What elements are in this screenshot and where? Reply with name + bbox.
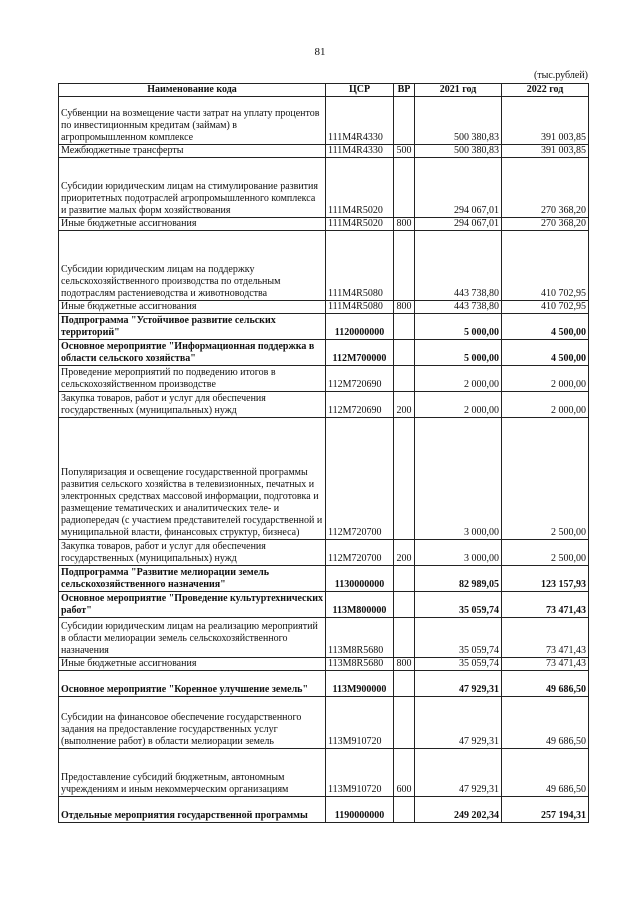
row-name-cell: Субвенции на возмещение части затрат на уплату процентов по инвестиционным кредитам (займам) в агропромышленном комплексе <box>59 97 326 145</box>
row-2022-cell: 4 500,00 <box>502 340 589 366</box>
table-row <box>59 145 589 158</box>
row-name-cell: Основное мероприятие "Информационная поддержка в области сельского хозяйства" <box>59 340 326 366</box>
row-2021-cell: 2 000,00 <box>415 392 502 418</box>
row-2021-cell: 47 929,31 <box>415 697 502 749</box>
row-2021-cell: 294 067,01 <box>415 158 502 218</box>
row-vr-cell: 800 <box>394 658 415 671</box>
row-2021-cell: 443 738,80 <box>415 231 502 301</box>
header-vr: ВР <box>394 84 415 97</box>
row-2022-cell: 391 003,85 <box>502 145 589 158</box>
row-csr-cell: 112M720700 <box>326 418 394 540</box>
table-row <box>59 749 589 797</box>
row-2021-cell: 47 929,31 <box>415 671 502 697</box>
row-name-cell: Субсидии юридическим лицам на поддержку сельскохозяйственного производства по отдельным подотраслям растениеводства и животноводства <box>59 231 326 301</box>
row-2021-cell: 2 000,00 <box>415 366 502 392</box>
table-row <box>59 671 589 697</box>
row-name-cell: Основное мероприятие "Проведение культуртехнических работ" <box>59 592 326 618</box>
table-row <box>59 697 589 749</box>
table-body <box>59 97 589 823</box>
row-vr-cell <box>394 618 415 658</box>
table-row <box>59 231 589 301</box>
row-vr-cell <box>394 231 415 301</box>
row-2022-cell: 49 686,50 <box>502 697 589 749</box>
table-header-row <box>59 84 589 97</box>
row-vr-cell <box>394 797 415 823</box>
row-csr-cell: 113M8R5680 <box>326 618 394 658</box>
row-name-cell: Иные бюджетные ассигнования <box>59 218 326 231</box>
page-number: 81 <box>314 46 326 58</box>
budget-table <box>58 83 589 823</box>
row-csr-cell: 112M720690 <box>326 392 394 418</box>
table-row <box>59 158 589 218</box>
row-vr-cell <box>394 314 415 340</box>
row-2021-cell: 5 000,00 <box>415 340 502 366</box>
row-2022-cell: 73 471,43 <box>502 658 589 671</box>
row-csr-cell: 113M910720 <box>326 697 394 749</box>
row-2022-cell: 410 702,95 <box>502 301 589 314</box>
row-2022-cell: 123 157,93 <box>502 566 589 592</box>
table-row <box>59 418 589 540</box>
header-csr: ЦСР <box>326 84 394 97</box>
row-2022-cell: 2 000,00 <box>502 366 589 392</box>
row-2021-cell: 443 738,80 <box>415 301 502 314</box>
row-name-cell: Субсидии юридическим лицам на стимулирование развития приоритетных подотраслей агропромышленного комплекса и развитие малых форм хозяйствования <box>59 158 326 218</box>
row-2022-cell: 270 368,20 <box>502 158 589 218</box>
row-csr-cell: 113M910720 <box>326 749 394 797</box>
row-csr-cell: 1120000000 <box>326 314 394 340</box>
row-csr-cell: 113M900000 <box>326 671 394 697</box>
units-label: (тыс.рублей) <box>533 70 588 81</box>
row-2021-cell: 35 059,74 <box>415 592 502 618</box>
row-name-cell: Подпрограмма "Развитие мелиорации земель сельскохозяйственного назначения" <box>59 566 326 592</box>
table-row <box>59 797 589 823</box>
row-name-cell: Межбюджетные трансферты <box>59 145 326 158</box>
row-name-cell: Предоставление субсидий бюджетным, автономным учреждениям и иным некоммерческим организациям <box>59 749 326 797</box>
row-2021-cell: 3 000,00 <box>415 540 502 566</box>
row-name-cell: Закупка товаров, работ и услуг для обеспечения государственных (муниципальных) нужд <box>59 540 326 566</box>
table-row <box>59 618 589 658</box>
row-name-cell: Закупка товаров, работ и услуг для обеспечения государственных (муниципальных) нужд <box>59 392 326 418</box>
row-name-cell: Популяризация и освещение государственной программы развития сельского хозяйства в телевизионных, печатных и электронных средствах массовой информации, подготовка и размещение тематических и аналитических теле- и радиопередач (с участием представителей государственной и муниципальной власти, финансовых структур, бизнеса) <box>59 418 326 540</box>
table-row <box>59 658 589 671</box>
row-vr-cell: 800 <box>394 301 415 314</box>
row-csr-cell: 1190000000 <box>326 797 394 823</box>
row-2021-cell: 3 000,00 <box>415 418 502 540</box>
row-2021-cell: 500 380,83 <box>415 145 502 158</box>
row-2021-cell: 35 059,74 <box>415 658 502 671</box>
row-vr-cell <box>394 671 415 697</box>
row-vr-cell <box>394 366 415 392</box>
row-vr-cell: 200 <box>394 392 415 418</box>
row-2021-cell: 47 929,31 <box>415 749 502 797</box>
row-vr-cell <box>394 566 415 592</box>
row-2021-cell: 5 000,00 <box>415 314 502 340</box>
row-2022-cell: 2 000,00 <box>502 392 589 418</box>
row-name-cell: Основное мероприятие "Коренное улучшение земель" <box>59 671 326 697</box>
row-2022-cell: 73 471,43 <box>502 618 589 658</box>
row-2022-cell: 4 500,00 <box>502 314 589 340</box>
row-vr-cell <box>394 592 415 618</box>
table-row <box>59 566 589 592</box>
row-2021-cell: 82 989,05 <box>415 566 502 592</box>
row-2021-cell: 35 059,74 <box>415 618 502 658</box>
row-csr-cell: 111M4R5020 <box>326 158 394 218</box>
row-csr-cell: 111M4R4330 <box>326 97 394 145</box>
row-vr-cell: 200 <box>394 540 415 566</box>
row-vr-cell <box>394 340 415 366</box>
row-2022-cell: 49 686,50 <box>502 749 589 797</box>
row-vr-cell: 500 <box>394 145 415 158</box>
row-name-cell: Иные бюджетные ассигнования <box>59 658 326 671</box>
row-2022-cell: 2 500,00 <box>502 418 589 540</box>
row-vr-cell: 600 <box>394 749 415 797</box>
table-row <box>59 218 589 231</box>
row-name-cell: Проведение мероприятий по подведению итогов в сельскохозяйственном производстве <box>59 366 326 392</box>
row-2022-cell: 257 194,31 <box>502 797 589 823</box>
row-2022-cell: 49 686,50 <box>502 671 589 697</box>
row-csr-cell: 112M720700 <box>326 540 394 566</box>
row-name-cell: Субсидии юридическим лицам на реализацию мероприятий в области мелиорации земель сельскохозяйственного назначения <box>59 618 326 658</box>
table-row <box>59 97 589 145</box>
row-csr-cell: 113M800000 <box>326 592 394 618</box>
table-row <box>59 592 589 618</box>
row-2021-cell: 500 380,83 <box>415 97 502 145</box>
header-2022: 2022 год <box>502 84 589 97</box>
table-row <box>59 301 589 314</box>
row-vr-cell <box>394 158 415 218</box>
table-row <box>59 314 589 340</box>
row-csr-cell: 112M720690 <box>326 366 394 392</box>
header-2021: 2021 год <box>415 84 502 97</box>
row-2022-cell: 73 471,43 <box>502 592 589 618</box>
table-row <box>59 392 589 418</box>
row-2022-cell: 410 702,95 <box>502 231 589 301</box>
row-csr-cell: 113M8R5680 <box>326 658 394 671</box>
row-csr-cell: 111M4R5080 <box>326 231 394 301</box>
row-vr-cell: 800 <box>394 218 415 231</box>
row-name-cell: Отдельные мероприятия государственной программы <box>59 797 326 823</box>
row-vr-cell <box>394 697 415 749</box>
row-2022-cell: 2 500,00 <box>502 540 589 566</box>
row-name-cell: Подпрограмма "Устойчивое развитие сельских территорий" <box>59 314 326 340</box>
header-name: Наименование кода <box>59 84 326 97</box>
row-2022-cell: 270 368,20 <box>502 218 589 231</box>
row-csr-cell: 1130000000 <box>326 566 394 592</box>
table-row <box>59 340 589 366</box>
table-row <box>59 366 589 392</box>
row-2022-cell: 391 003,85 <box>502 97 589 145</box>
row-csr-cell: 112M700000 <box>326 340 394 366</box>
row-2021-cell: 249 202,34 <box>415 797 502 823</box>
row-csr-cell: 111M4R5020 <box>326 218 394 231</box>
row-csr-cell: 111M4R5080 <box>326 301 394 314</box>
row-vr-cell <box>394 418 415 540</box>
row-2021-cell: 294 067,01 <box>415 218 502 231</box>
row-csr-cell: 111M4R4330 <box>326 145 394 158</box>
row-vr-cell <box>394 97 415 145</box>
table-row <box>59 540 589 566</box>
row-name-cell: Иные бюджетные ассигнования <box>59 301 326 314</box>
row-name-cell: Субсидии на финансовое обеспечение государственного задания на предоставление государственных услуг (выполнение работ) в области мелиорации земель <box>59 697 326 749</box>
